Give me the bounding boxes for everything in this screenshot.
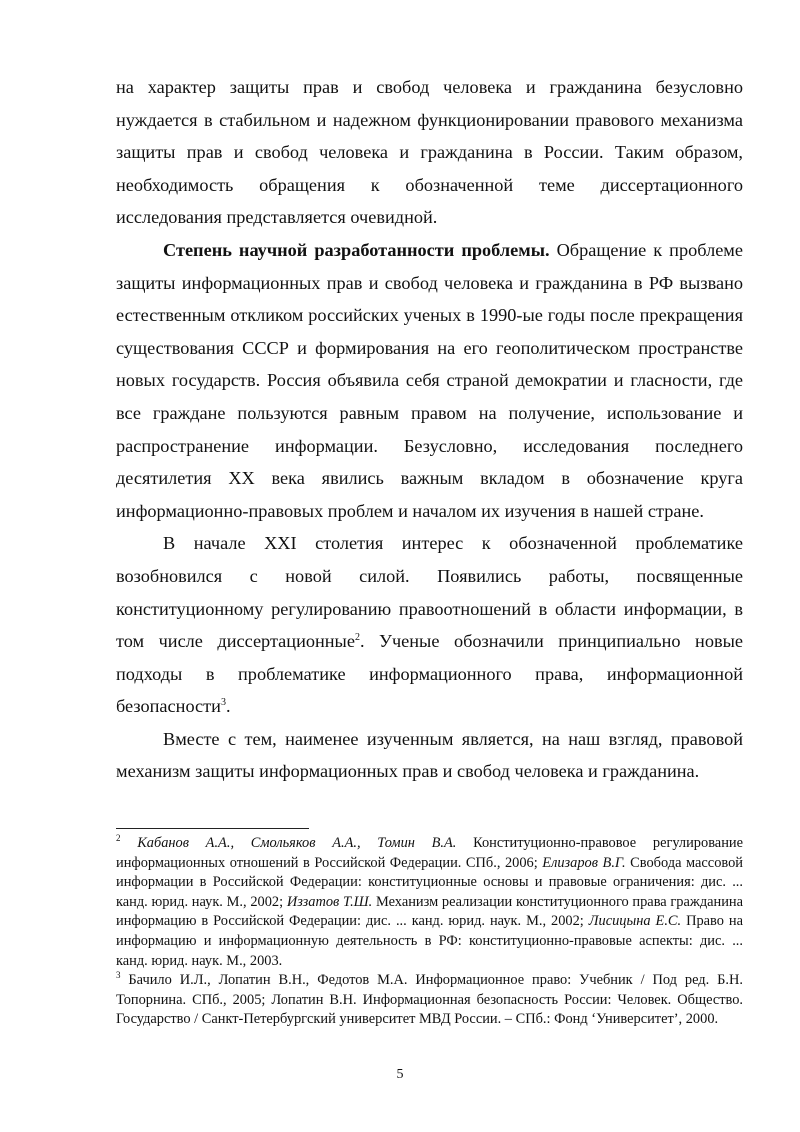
- paragraph-2: [116, 234, 743, 527]
- footnote-2-number: 2: [116, 833, 121, 844]
- paragraph-3-part-b: . Ученые обозначили принципиально новые подходы в проблематике информационного права, информационной безопасности: [116, 631, 744, 717]
- paragraph-3-part-a: В начале XXI столетия интерес к обозначенной проблематике возобновился с новой силой. Появились работы, посвященные конституционному регулированию правоотношений в области информации, в том числе диссертационные: [116, 533, 743, 652]
- footnote-ref-2[interactable]: 2: [354, 632, 360, 643]
- page-number: 5: [396, 1067, 404, 1082]
- paragraph-2-heading: Степень научной разработанности проблемы.: [163, 239, 550, 260]
- footnote-divider: [116, 828, 309, 829]
- footnote-2-text-1: Конституционно-правовое регулирование информационных отношений в Российской Федерации. СПб., 2006;: [116, 835, 743, 871]
- footnote-2-author-3: Иззатов Т.Ш.: [286, 893, 373, 910]
- footnote-3: [116, 971, 743, 1030]
- paragraph-4: Вместе с тем, наименее изученным является, на наш взгляд, правовой механизм защиты информационных прав и свобод человека и гражданина.: [116, 728, 743, 782]
- footnote-2-text-3: Механизм реализации конституционного права гражданина информацию в Российской Федерации: дис. ... канд. юрид. наук. М., 2002;: [116, 893, 744, 930]
- footnote-2-author-4: Лисицына Е.С.: [588, 913, 682, 930]
- footnote-2-author-2: Елизаров В.Г.: [542, 854, 626, 871]
- body-text: [116, 71, 743, 788]
- footnote-2-author-1: Кабанов А.А., Смольяков А.А., Томин В.А.: [137, 835, 457, 851]
- footnotes-section: [116, 834, 743, 1030]
- paragraph-3-part-c: .: [225, 696, 231, 717]
- footnote-2: [116, 834, 743, 971]
- footnote-2-text-4: Право на информацию и информационную деятельность в РФ: конституционно-правовые аспекты: дис. ... канд. юрид. наук. М., 2003.: [116, 913, 744, 969]
- footnote-ref-3[interactable]: 3: [220, 697, 226, 709]
- footnote-3-text: Бачило И.Л., Лопатин В.Н., Федотов М.А. Информационное право: Учебник / Под ред. Б.Н. Топорнина. СПб., 2005; Лопатин В.Н. Информационная безопасность России: Человек. Общество. Государство / Санкт-Петербургский университет МВД России. – СПб.: Фонд ‘Университет’, 2000.: [116, 972, 743, 1028]
- footnote-3-number: 3: [116, 970, 121, 981]
- paragraph-3: [116, 527, 743, 723]
- footnote-2-text-2: Свобода массовой информации в Российской Федерации: конституционные основы и правовые ограничения: дис. ... канд. юрид. наук. М., 2002;: [116, 854, 743, 910]
- paragraph-2-body: Обращение к проблеме защиты информационных прав и свобод человека и гражданина в РФ вызвано естественным откликом российских ученых в 1990-ые годы после прекращения существования СССР и формирования на его геополитическом пространстве новых государств. Россия объявила себя страной демократии и гласности, где все граждане пользуются равным правом на получение, использование и распространение информации. Безусловно, исследования последнего десятилетия XX века явились важным вкладом в обозначение круга информационно-правовых проблем и началом их изучения в нашей стране.: [116, 239, 743, 521]
- paragraph-1: на характер защиты прав и свобод человека и гражданина безусловно нуждается в стабильном и надежном функционировании правового механизма защиты прав и свобод человека и гражданина в России. Таким образом, необходимость обращения к обозначенной теме диссертационного исследования представляется очевидной.: [116, 77, 743, 228]
